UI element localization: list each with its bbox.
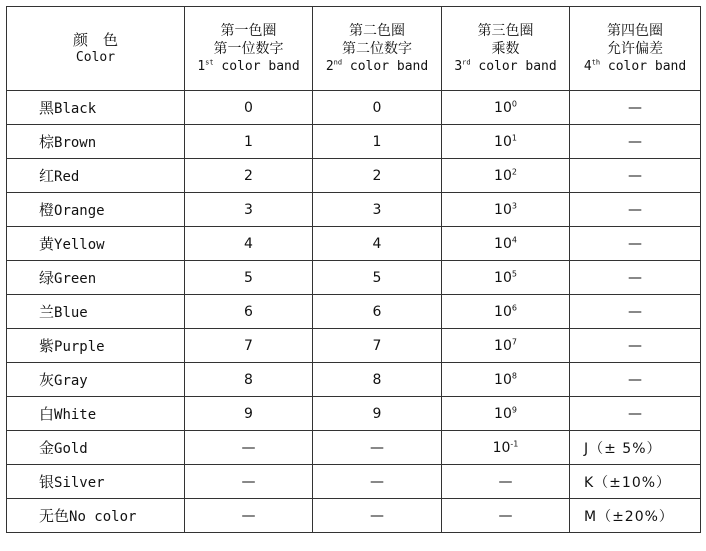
color-name-cell <box>7 465 185 499</box>
multiplier-exponent: 4 <box>511 234 517 244</box>
second-digit-cell: 3 <box>313 193 442 227</box>
header-band4-zh1: 第四色圈 <box>607 22 663 39</box>
first-digit-cell: 6 <box>185 295 313 329</box>
multiplier-cell <box>442 499 570 533</box>
second-digit-cell: 8 <box>313 363 442 397</box>
color-name-en: Brown <box>54 135 97 151</box>
color-name-en: Silver <box>54 475 105 491</box>
tolerance-cell: — <box>570 329 701 363</box>
color-name-zh: 白 <box>39 405 55 423</box>
second-digit-cell: — <box>313 499 442 533</box>
multiplier-cell <box>442 125 570 159</box>
header-band1-zh2: 第一位数字 <box>213 40 284 57</box>
header-band1-en <box>185 58 312 76</box>
tolerance-cell: K（±10%） <box>570 465 701 499</box>
multiplier-exponent: 2 <box>511 166 517 176</box>
color-name-cell <box>7 261 185 295</box>
header-band4 <box>570 7 701 91</box>
first-digit-cell: 5 <box>185 261 313 295</box>
color-name-cell <box>7 295 185 329</box>
header-row <box>7 7 701 91</box>
multiplier-exponent: 0 <box>511 98 517 108</box>
multiplier-base: — <box>498 473 513 490</box>
header-color-en: Color <box>75 49 116 65</box>
table-row <box>7 261 701 295</box>
color-name-zh: 橙 <box>39 201 55 219</box>
resistor-color-code-table <box>6 6 701 533</box>
multiplier-base: 10 <box>494 167 512 184</box>
color-name-cell <box>7 329 185 363</box>
color-name-cell <box>7 431 185 465</box>
color-name-en: Purple <box>54 339 105 355</box>
header-band2 <box>313 7 442 91</box>
band3-num: 3 <box>454 58 463 74</box>
color-name-cell <box>7 227 185 261</box>
multiplier-base: 10 <box>494 371 512 388</box>
multiplier-base: 10 <box>494 303 512 320</box>
header-band4-zh2: 允许偏差 <box>607 40 663 57</box>
header-band2-en <box>313 58 441 76</box>
multiplier-cell <box>442 295 570 329</box>
color-name-en: Blue <box>54 305 88 321</box>
color-name-zh: 银 <box>39 473 55 491</box>
multiplier-base: 10 <box>494 99 512 116</box>
color-name-zh: 无色 <box>39 507 70 525</box>
multiplier-exponent: 6 <box>511 302 517 312</box>
color-name-cell <box>7 91 185 125</box>
table-row <box>7 227 701 261</box>
first-digit-cell: 8 <box>185 363 313 397</box>
multiplier-cell <box>442 329 570 363</box>
multiplier-cell <box>442 261 570 295</box>
header-band3-en <box>442 58 569 76</box>
color-name-cell <box>7 193 185 227</box>
table-row <box>7 125 701 159</box>
band1-rest: color band <box>213 58 300 74</box>
color-name-zh: 灰 <box>39 371 55 389</box>
color-name-en: No color <box>69 509 137 525</box>
header-color <box>7 7 185 91</box>
color-name-cell <box>7 159 185 193</box>
multiplier-base: — <box>498 507 513 524</box>
second-digit-cell: 0 <box>313 91 442 125</box>
tolerance-cell: — <box>570 193 701 227</box>
multiplier-exponent: 5 <box>511 268 517 278</box>
header-band2-zh1: 第二色圈 <box>349 22 405 39</box>
table-row <box>7 397 701 431</box>
color-name-en: Gold <box>54 441 88 457</box>
second-digit-cell: 9 <box>313 397 442 431</box>
multiplier-base: 10 <box>494 235 512 252</box>
multiplier-exponent: 1 <box>511 132 517 142</box>
tolerance-cell: — <box>570 91 701 125</box>
second-digit-cell: 1 <box>313 125 442 159</box>
table-row <box>7 193 701 227</box>
multiplier-cell <box>442 363 570 397</box>
table-row <box>7 363 701 397</box>
header-band3-zh1: 第三色圈 <box>477 22 534 39</box>
color-name-cell <box>7 363 185 397</box>
band2-rest: color band <box>342 58 429 74</box>
second-digit-cell: — <box>313 465 442 499</box>
second-digit-cell: 4 <box>313 227 442 261</box>
color-name-en: Yellow <box>54 237 105 253</box>
first-digit-cell: 9 <box>185 397 313 431</box>
color-name-en: White <box>54 407 97 423</box>
band1-num: 1 <box>197 58 206 74</box>
tolerance-cell: M（±20%） <box>570 499 701 533</box>
multiplier-cell <box>442 91 570 125</box>
tolerance-cell: J（± 5%） <box>570 431 701 465</box>
band3-rest: color band <box>470 58 557 74</box>
multiplier-cell <box>442 397 570 431</box>
first-digit-cell: 0 <box>185 91 313 125</box>
multiplier-exponent: 3 <box>511 200 517 210</box>
multiplier-cell <box>442 431 570 465</box>
color-name-en: Black <box>54 101 97 117</box>
band4-num: 4 <box>583 58 592 74</box>
color-name-zh: 紫 <box>39 337 55 355</box>
multiplier-cell <box>442 193 570 227</box>
table-row <box>7 465 701 499</box>
multiplier-exponent: 9 <box>511 404 517 414</box>
color-name-en: Gray <box>54 373 88 389</box>
second-digit-cell: — <box>313 431 442 465</box>
header-band4-en <box>570 58 700 76</box>
tolerance-cell: — <box>570 159 701 193</box>
second-digit-cell: 5 <box>313 261 442 295</box>
color-name-zh: 黄 <box>39 235 55 253</box>
second-digit-cell: 6 <box>313 295 442 329</box>
tolerance-cell: — <box>570 227 701 261</box>
table-row <box>7 499 701 533</box>
table-row <box>7 159 701 193</box>
multiplier-base: 10 <box>494 405 512 422</box>
first-digit-cell: 7 <box>185 329 313 363</box>
band2-sup: nd <box>333 58 343 67</box>
color-name-cell <box>7 397 185 431</box>
table-row <box>7 329 701 363</box>
multiplier-cell <box>442 159 570 193</box>
multiplier-base: 10 <box>494 133 512 150</box>
first-digit-cell: — <box>185 499 313 533</box>
multiplier-exponent: 8 <box>511 370 517 380</box>
table-row <box>7 431 701 465</box>
first-digit-cell: — <box>185 431 313 465</box>
multiplier-base: 10 <box>494 337 512 354</box>
second-digit-cell: 7 <box>313 329 442 363</box>
color-name-en: Green <box>54 271 97 287</box>
band1-sup: st <box>205 58 214 67</box>
multiplier-exponent: 7 <box>511 336 517 346</box>
color-name-zh: 金 <box>39 439 55 457</box>
first-digit-cell: 1 <box>185 125 313 159</box>
first-digit-cell: 2 <box>185 159 313 193</box>
color-name-zh: 绿 <box>39 269 55 287</box>
band4-sup: th <box>591 58 601 67</box>
color-name-zh: 棕 <box>39 133 55 151</box>
multiplier-base: 10 <box>494 201 512 218</box>
first-digit-cell: — <box>185 465 313 499</box>
color-name-zh: 红 <box>39 167 55 185</box>
color-name-cell <box>7 499 185 533</box>
tolerance-cell: — <box>570 261 701 295</box>
first-digit-cell: 4 <box>185 227 313 261</box>
header-band3 <box>442 7 570 91</box>
multiplier-base: 10 <box>494 269 512 286</box>
header-band3-zh2: 乘数 <box>491 40 520 57</box>
color-name-en: Orange <box>54 203 105 219</box>
header-band2-zh2: 第二位数字 <box>342 40 412 57</box>
second-digit-cell: 2 <box>313 159 442 193</box>
multiplier-base: 10 <box>492 439 511 456</box>
tolerance-cell: — <box>570 295 701 329</box>
multiplier-cell <box>442 465 570 499</box>
band4-rest: color band <box>600 58 687 74</box>
band2-num: 2 <box>325 58 334 74</box>
first-digit-cell: 3 <box>185 193 313 227</box>
color-name-cell <box>7 125 185 159</box>
table-row <box>7 91 701 125</box>
tolerance-cell: — <box>570 397 701 431</box>
table-row <box>7 295 701 329</box>
header-band1 <box>185 7 313 91</box>
tolerance-cell: — <box>570 363 701 397</box>
multiplier-cell <box>442 227 570 261</box>
header-band1-zh1: 第一色圈 <box>220 22 277 39</box>
table-body <box>7 91 701 533</box>
header-color-zh: 颜 色 <box>72 30 118 49</box>
multiplier-exponent: -1 <box>510 438 519 448</box>
color-name-en: Red <box>54 169 80 185</box>
color-name-zh: 黑 <box>39 99 55 117</box>
color-name-zh: 兰 <box>39 303 55 321</box>
tolerance-cell: — <box>570 125 701 159</box>
band3-sup: rd <box>462 58 471 67</box>
